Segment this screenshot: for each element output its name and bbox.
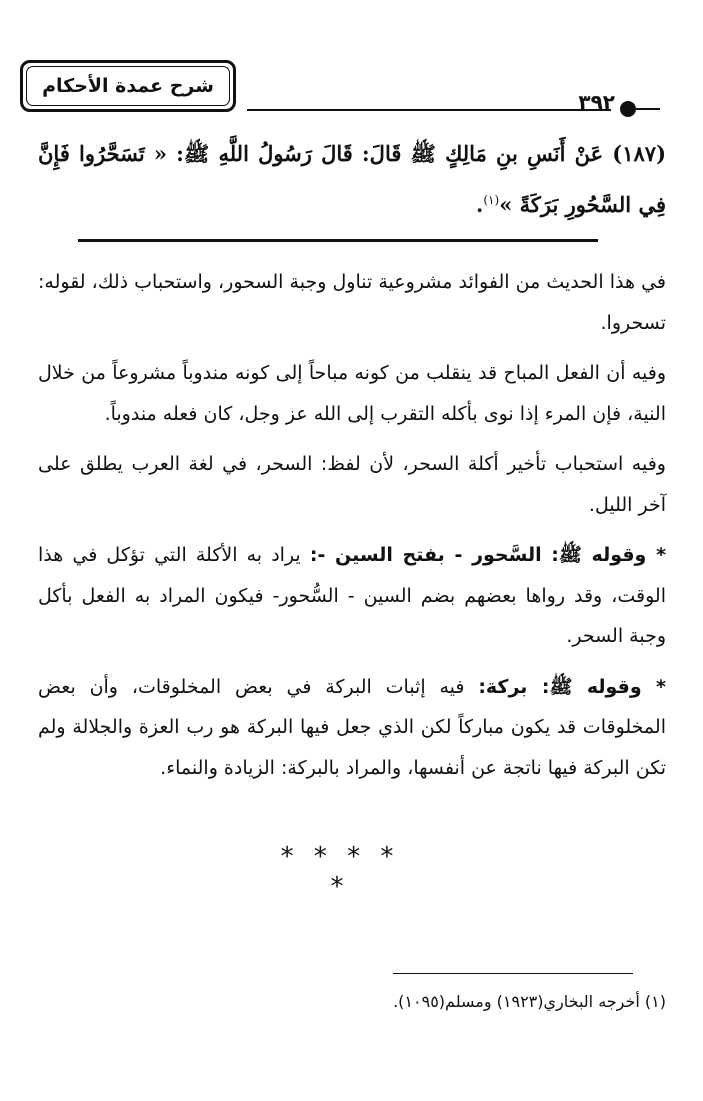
footnote: (١) أخرجه البخاري(١٩٢٣) ومسلم(١٠٩٥). (393, 992, 666, 1011)
paragraph-2: وفيه أن الفعل المباح قد ينقلب من كونه مباحاً إلى كونه مندوباً مشروعاً من خلال النية، فإن المرء إذا نوى بأكله التقرب إلى الله عز وجل، كان فعله مندوباً. (38, 362, 666, 425)
hadith-end: . (476, 192, 484, 217)
header-rule-tail (636, 108, 660, 110)
paragraph-4 (38, 535, 666, 657)
section-divider (78, 239, 598, 242)
paragraph-5-lead: * وقوله ﷺ: بركة: (478, 675, 666, 698)
hadith-block (38, 130, 666, 228)
paragraph-5-text: فيه إثبات البركة في بعض المخلوقات، وأن بعض المخلوقات قد يكون مباركاً لكن الذي جعل فيها البركة هو رب العزة والجلالة ولم تكن البركة فيها ناتجة عن أنفسها، والمراد بالبركة: الزيادة والنماء. (38, 675, 666, 779)
paragraph-4-text: يراد به الأكلة التي تؤكل في هذا الوقت، وقد رواها بعضهم بضم السين - السُّحور- فيكون المراد به الفعل بأكل وجبة السحر. (38, 544, 666, 647)
running-header-title: شرح عمدة الأحكام (42, 75, 214, 97)
paragraph-4-lead: * وقوله ﷺ: السَّحور - بفتح السين -: (309, 544, 667, 566)
paragraph-1: في هذا الحديث من الفوائد مشروعية تناول وجبة السحور، واستحباب ذلك، لقوله: تسحروا. (38, 271, 666, 334)
footnote-reference[interactable]: (١) (483, 193, 500, 207)
hadith-body: (١٨٧) عَنْ أَنَسِ بنِ مَالِكٍ ﷺ قَالَ: قَالَ رَسُولُ اللَّهِ ﷺ: « تَسَحَّرُوا فَإِنَّ فِي السَّحُورِ بَرَكَةً » (38, 141, 666, 217)
paragraph-3: وفيه استحباب تأخير أكلة السحر، لأن لفظ: السحر، في لغة العرب يطلق على آخر الليل. (38, 453, 666, 516)
footnote-rule (393, 973, 633, 974)
page-number: ٣٩٢ (578, 90, 615, 114)
paragraph-5 (38, 667, 666, 789)
commentary (38, 262, 666, 788)
hadith-text (38, 130, 666, 228)
header-dot-ornament (620, 101, 636, 117)
separator-stars: * * * * * (280, 842, 400, 902)
